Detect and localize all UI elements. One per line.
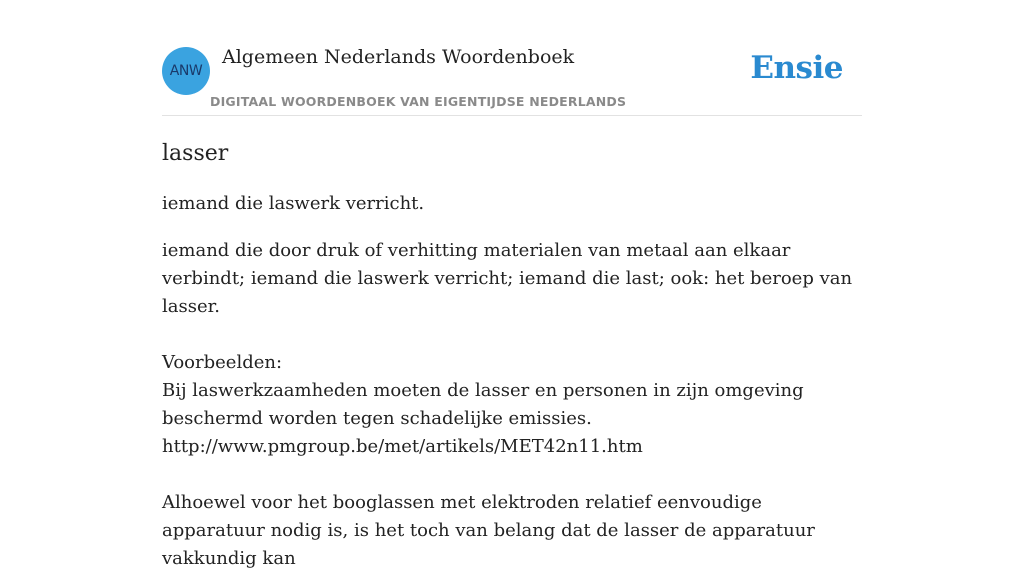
- dictionary-subtitle: DIGITAAL WOORDENBOEK VAN EIGENTIJDSE NEDERLANDS: [210, 94, 627, 109]
- ensie-logo-link[interactable]: Ensie: [750, 50, 843, 86]
- dictionary-title[interactable]: Algemeen Nederlands Woordenboek: [222, 46, 575, 68]
- long-definition: iemand die door druk of verhitting materialen van metaal aan elkaar verbindt; iemand die laswerk verricht; iemand die last; ook: het beroep van lasser.: [162, 240, 853, 317]
- example-source-link[interactable]: http://www.pmgroup.be/met/artikels/MET42n11.htm: [162, 436, 643, 457]
- entry-content: [162, 138, 862, 573]
- site-header: [162, 0, 862, 116]
- anw-logo[interactable]: ANW: [162, 47, 210, 95]
- examples-heading: Voorbeelden:: [162, 352, 283, 373]
- example-text: Bij laswerkzaamheden moeten de lasser en personen in zijn omgeving beschermd worden tegen schadelijke emissies.: [162, 380, 804, 429]
- headword: lasser: [162, 141, 229, 166]
- short-definition: iemand die laswerk verricht.: [162, 193, 425, 214]
- example-spacer: [162, 461, 862, 489]
- example-text: Alhoewel voor het booglassen met elektroden relatief eenvoudige apparatuur nodig is, is het toch van belang dat de lasser de apparatuur vakkundig kan: [162, 492, 815, 569]
